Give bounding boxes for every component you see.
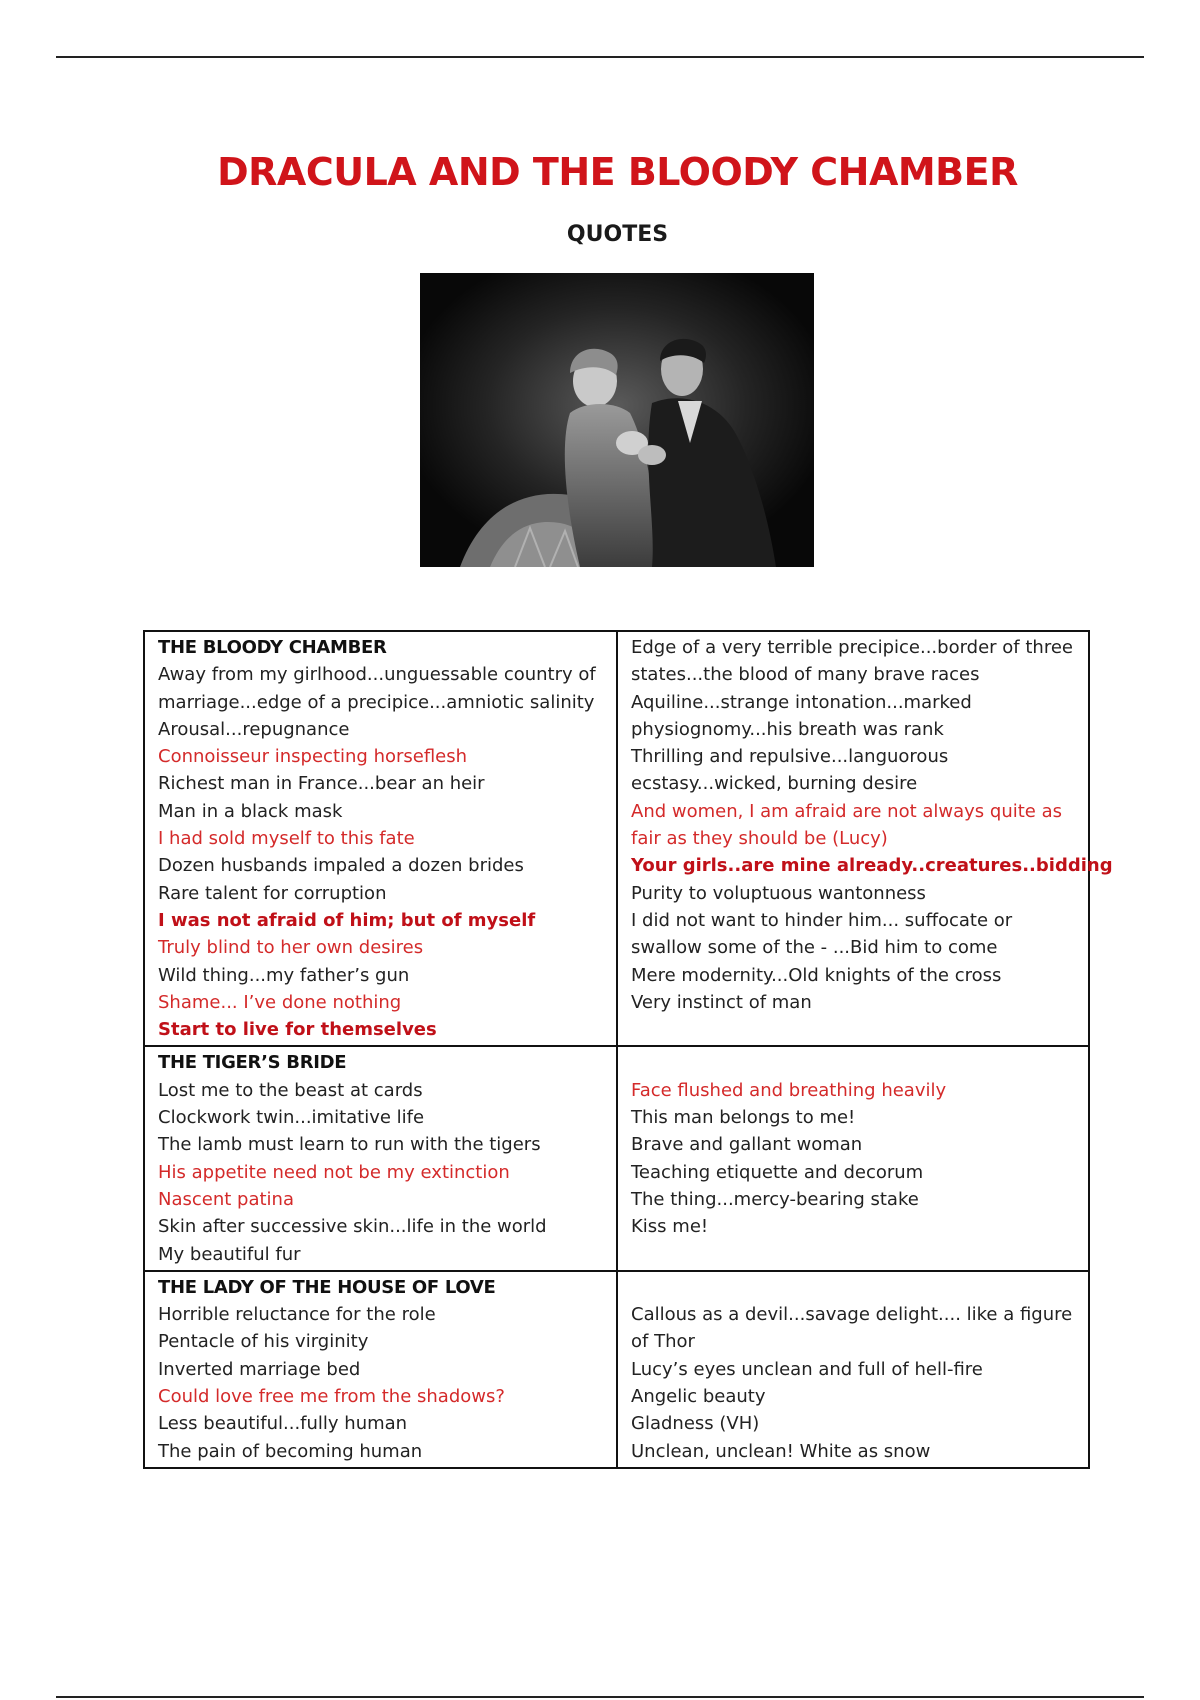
quote: Dozen husbands impaled a dozen brides — [158, 855, 524, 877]
quote: Inverted marriage bed — [158, 1358, 361, 1380]
quote-highlight: Nascent patina — [158, 1188, 294, 1210]
quote: Wild thing...my father’s gun — [158, 964, 410, 986]
quote: Edge of a very terrible precipice...border of three states...the blood of many brave races — [631, 637, 1073, 686]
quote: Less beautiful...fully human — [158, 1413, 408, 1435]
quote-highlight: Truly blind to her own desires — [158, 937, 424, 959]
quote: Unclean, unclean! White as snow — [631, 1440, 931, 1462]
section-heading: THE LADY OF THE HOUSE OF LOVE — [158, 1276, 496, 1298]
quote: Thrilling and repulsive...languorous ecstasy...wicked, burning desire — [631, 746, 949, 795]
page-title: DRACULA AND THE BLOODY CHAMBER — [217, 150, 1018, 194]
quote-key: I was not afraid of him; but of myself — [158, 909, 536, 931]
spacer — [631, 1049, 1078, 1076]
quote: This man belongs to me! — [631, 1107, 856, 1129]
film-still-illustration — [420, 273, 814, 567]
quote: Away from my girlhood...unguessable country of marriage...edge of a precipice...amniotic salinity — [158, 664, 596, 713]
quotes-table — [143, 630, 1113, 1469]
quote-highlight: And women, I am afraid are not always quite as fair as they should be (Lucy) — [631, 800, 1062, 850]
quote-key: Your girls..are mine already..creatures..bidding — [631, 855, 1113, 877]
quote: Purity to voluptuous wantonness — [631, 882, 926, 904]
quote: Very instinct of man — [631, 991, 812, 1013]
quote: The pain of becoming human — [158, 1440, 423, 1462]
quote-highlight: Could love free me from the shadows? — [158, 1386, 505, 1408]
quote: Angelic beauty — [631, 1386, 766, 1408]
quote: Callous as a devil...savage delight.... like a figure of Thor — [631, 1304, 1073, 1353]
quote-highlight: His appetite need not be my extinction — [158, 1161, 510, 1183]
quote: Kiss me! — [631, 1216, 709, 1238]
quote: I did not want to hinder him... suffocate or swallow some of the - ...Bid him to come — [631, 909, 1013, 959]
quote: Lucy’s eyes unclean and full of hell-fire — [631, 1358, 983, 1380]
quote: Man in a black mask — [158, 800, 343, 822]
quote-key: Start to live for themselves — [158, 1019, 437, 1041]
quote: Clockwork twin...imitative life — [158, 1107, 425, 1129]
section-heading: THE BLOODY CHAMBER — [158, 637, 387, 658]
quote: Brave and gallant woman — [631, 1134, 863, 1156]
quote-highlight: Connoisseur inspecting horseflesh — [158, 746, 468, 768]
table-row — [144, 1046, 1089, 1270]
bloody-chamber-right-cell — [617, 631, 1113, 1046]
quote: Gladness (VH) — [631, 1413, 760, 1435]
lady-house-love-left-cell — [144, 1271, 617, 1468]
film-still-image — [420, 273, 814, 567]
quote: My beautiful fur — [158, 1243, 301, 1265]
quote: Pentacle of his virginity — [158, 1331, 369, 1353]
quote: Rare talent for corruption — [158, 882, 387, 904]
spacer — [631, 1274, 1078, 1301]
quote: Horrible reluctance for the role — [158, 1304, 436, 1326]
page-subtitle: QUOTES — [566, 222, 669, 247]
quote-highlight: I had sold myself to this fate — [158, 828, 415, 850]
quote-highlight: Face flushed and breathing heavily — [631, 1079, 947, 1101]
quote: The lamb must learn to run with the tigers — [158, 1134, 541, 1156]
quote-highlight: Shame... I’ve done nothing — [158, 991, 402, 1013]
section-heading: THE TIGER’S BRIDE — [158, 1052, 347, 1074]
quote: The thing...mercy-bearing stake — [631, 1188, 919, 1210]
bloody-chamber-left-cell — [144, 631, 617, 1046]
table-row — [144, 1271, 1089, 1468]
tigers-bride-left-cell — [144, 1046, 617, 1270]
quote: Arousal...repugnance — [158, 718, 350, 740]
quote: Aquiline...strange intonation...marked physiognomy...his breath was rank — [631, 691, 972, 740]
quote: Teaching etiquette and decorum — [631, 1161, 924, 1183]
tigers-bride-right-cell — [617, 1046, 1089, 1270]
quote: Mere modernity...Old knights of the cross — [631, 964, 1002, 986]
lady-house-love-right-cell — [617, 1271, 1089, 1468]
quote: Lost me to the beast at cards — [158, 1079, 423, 1101]
table-row — [144, 631, 1089, 1046]
quote: Richest man in France...bear an heir — [158, 773, 485, 795]
top-rule — [56, 56, 1144, 58]
quote: Skin after successive skin...life in the world — [158, 1216, 547, 1238]
bottom-rule — [56, 1696, 1144, 1698]
